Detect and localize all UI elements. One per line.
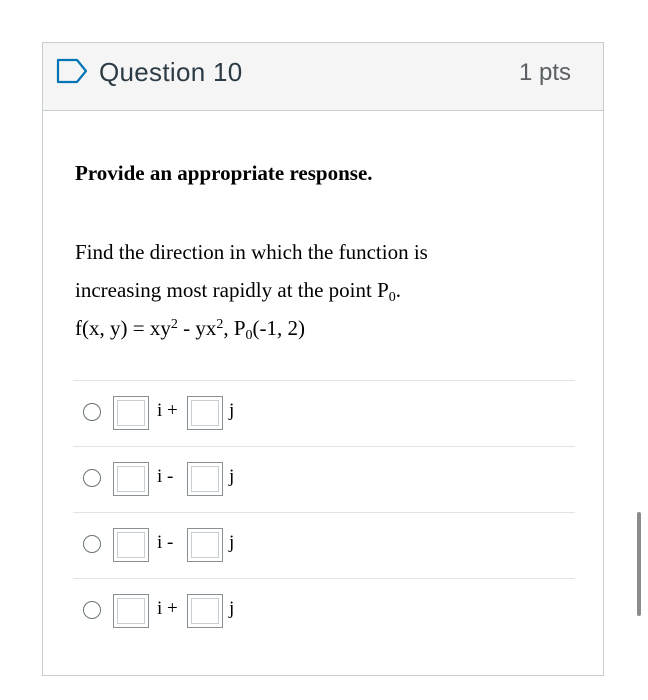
instruction-text: Provide an appropriate response. [75,161,373,185]
function-definition: f(x, $y) = xy^2 - yx^2$, $P_0(-1$, 2) [75,316,305,343]
radio-button[interactable] [83,469,101,487]
answer-blank-i [113,462,149,496]
radio-button[interactable] [83,403,101,421]
answer-blank-i [113,594,149,628]
problem-line-1: Find the direction in which the function is [75,240,428,264]
answer-blank-j [187,528,223,562]
answer-j-label: j [229,400,235,421]
flag-icon[interactable] [55,57,89,85]
answer-blank-j [187,594,223,628]
problem-statement [75,233,575,347]
answer-operator: i - [157,466,174,487]
answer-blank-i [113,528,149,562]
problem-line-2: increasing most rapidly at the point $P_0$. [75,278,402,305]
answer-list [73,380,575,644]
answer-blank-j [187,396,223,430]
scrollbar[interactable] [637,512,641,616]
answer-blank-j [187,462,223,496]
answer-j-label: j [229,466,235,487]
question-text [75,161,575,347]
question-points: 1 pts [518,59,571,86]
answer-j-label: j [229,598,235,619]
answer-operator: i + [157,598,178,619]
radio-button[interactable] [83,535,101,553]
radio-button[interactable] [83,601,101,619]
answer-option-4[interactable] [73,578,575,644]
question-card [42,42,604,676]
answer-blank-i [113,396,149,430]
answer-operator: i - [157,532,174,553]
question-header [43,43,603,111]
answer-option-2[interactable] [73,446,575,512]
answer-j-label: j [229,532,235,553]
question-title: Question 10 [99,57,243,87]
answer-option-1[interactable] [73,380,575,446]
answer-option-3[interactable] [73,512,575,578]
answer-operator: i + [157,400,178,421]
